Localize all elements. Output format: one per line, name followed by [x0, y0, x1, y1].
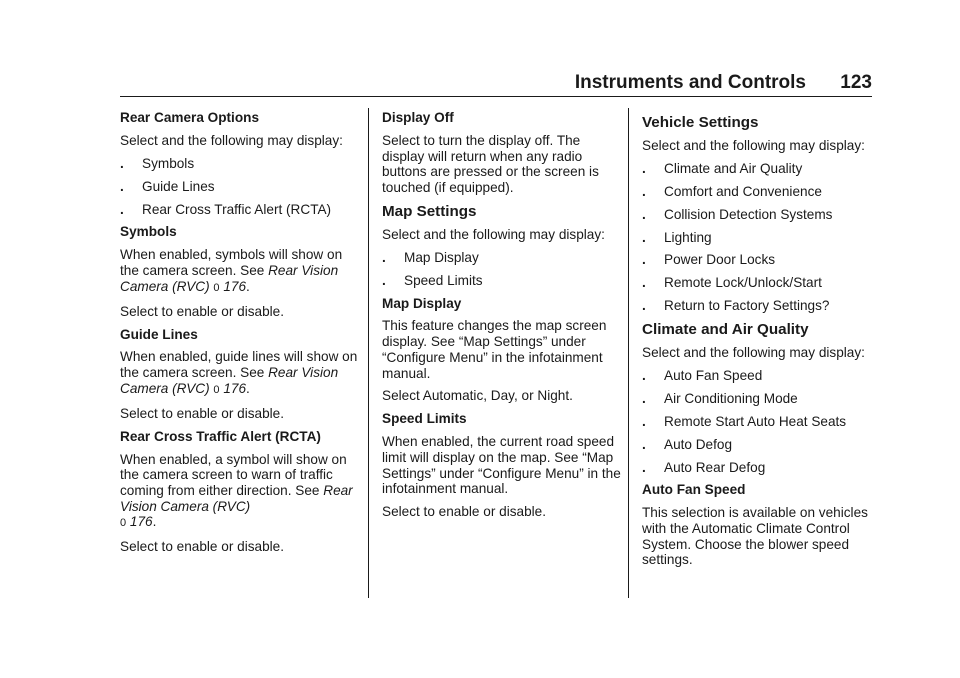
page-reference[interactable]: 176	[223, 278, 247, 294]
paragraph: Select to enable or disable.	[120, 539, 284, 555]
paragraph: Select to enable or disable.	[382, 504, 546, 520]
bullet-mark: .	[642, 160, 646, 176]
list-item	[642, 184, 882, 200]
column-right	[642, 110, 882, 575]
bullet-mark: .	[642, 183, 646, 199]
paragraph-end: .	[246, 380, 250, 396]
subheading: Speed Limits	[382, 411, 467, 427]
paragraph-end: .	[152, 514, 157, 530]
bullet-mark: .	[382, 249, 386, 265]
column-left	[120, 110, 360, 562]
list-item	[642, 391, 882, 407]
page-reference[interactable]: 176	[223, 380, 247, 396]
list-item-label: Remote Lock/Unlock/Start	[664, 275, 822, 291]
section-heading: Climate and Air Quality	[642, 321, 809, 339]
paragraph: Select to enable or disable.	[120, 303, 284, 319]
page-ref-arrow-icon: 0	[213, 281, 220, 294]
subheading: Display Off	[382, 110, 454, 125]
list-item-label: Auto Rear Defog	[664, 459, 766, 475]
bullet-mark: .	[120, 155, 124, 171]
paragraph: When enabled, the current road speed limit will display on the map. See “Map Settings” under “Configure Menu” in the infotainment manual.	[382, 434, 621, 497]
cross-reference-link[interactable]: Rear Vision Camera (RVC)	[120, 482, 353, 514]
list-item	[382, 273, 622, 289]
paragraph: This feature changes the map screen display. See “Map Settings” under “Configure Menu” in the infotainment manual.	[382, 318, 607, 381]
column-middle	[382, 110, 622, 527]
list-item-label: Return to Factory Settings?	[664, 298, 830, 314]
list-item	[642, 275, 882, 291]
section-heading: Vehicle Settings	[642, 114, 759, 131]
paragraph: This selection is available on vehicles with the Automatic Climate Control System. Choose the blower speed settings.	[642, 505, 868, 568]
bullet-mark: .	[642, 413, 646, 429]
paragraph	[120, 247, 360, 296]
bullet-mark: .	[642, 206, 646, 222]
bullet-mark: .	[382, 272, 386, 288]
list-item	[642, 414, 882, 430]
paragraph-end: .	[246, 278, 250, 294]
list-item	[120, 202, 360, 218]
cross-reference-link[interactable]: Rear Vision Camera (RVC)	[120, 263, 339, 294]
paragraph	[120, 452, 360, 533]
list-item-label: Rear Cross Traffic Alert (RCTA)	[142, 201, 332, 217]
paragraph: Select and the following may display:	[382, 226, 605, 242]
bullet-mark: .	[642, 252, 646, 268]
paragraph: Select Automatic, Day, or Night.	[382, 388, 573, 404]
list-item	[382, 250, 622, 266]
list-item-label: Air Conditioning Mode	[664, 390, 798, 406]
list-item	[642, 460, 882, 476]
page-number: 123	[840, 72, 872, 93]
bullet-mark: .	[642, 436, 646, 452]
cross-reference-link[interactable]: Rear Vision Camera (RVC)	[120, 365, 339, 396]
bullet-mark: .	[120, 178, 124, 194]
list-item-label: Collision Detection Systems	[664, 206, 833, 222]
list-item-label: Auto Fan Speed	[664, 368, 763, 384]
list-item-label: Symbols	[142, 155, 195, 171]
subheading: Guide Lines	[120, 326, 198, 342]
paragraph: Select and the following may display:	[120, 132, 343, 148]
subheading: Map Display	[382, 295, 462, 311]
list-item-label: Climate and Air Quality	[664, 160, 803, 176]
list-item	[642, 368, 882, 384]
subheading: Rear Cross Traffic Alert (RCTA)	[120, 428, 321, 444]
list-item	[642, 207, 882, 223]
list-item-label: Power Door Locks	[664, 252, 776, 268]
paragraph: Select and the following may display:	[642, 138, 865, 153]
page-ref-arrow-icon: 0	[120, 517, 127, 530]
list-item	[642, 161, 882, 177]
list-item-label: Remote Start Auto Heat Seats	[664, 413, 847, 429]
bullet-mark: .	[642, 229, 646, 245]
paragraph-text: When enabled, guide lines will show on the camera screen. See	[120, 349, 358, 381]
list-item	[642, 252, 882, 268]
column-divider	[628, 108, 629, 598]
paragraph: Select to turn the display off. The display will return when any radio buttons are pressed or the screen is touched (if equipped).	[382, 132, 599, 195]
bullet-mark: .	[642, 298, 646, 314]
column-divider	[368, 108, 369, 598]
paragraph: Select and the following may display:	[642, 345, 865, 361]
paragraph	[120, 349, 360, 398]
list-item-label: Map Display	[404, 249, 479, 265]
subheading: Symbols	[120, 224, 177, 240]
list-item	[120, 179, 360, 195]
list-item	[642, 298, 882, 314]
paragraph-text: When enabled, a symbol will show on the camera screen to warn of traffic coming from either direction. See	[120, 451, 347, 498]
list-item	[120, 156, 360, 172]
bullet-mark: .	[642, 275, 646, 291]
list-item	[642, 437, 882, 453]
bullet-mark: .	[642, 459, 646, 475]
page-reference[interactable]: 176	[129, 514, 153, 530]
subheading: Auto Fan Speed	[642, 482, 746, 498]
paragraph: Select to enable or disable.	[120, 405, 284, 421]
list-item	[642, 230, 882, 246]
bullet-mark: .	[120, 201, 124, 217]
section-title: Instruments and Controls	[574, 72, 806, 93]
list-item-label: Guide Lines	[142, 178, 215, 194]
list-item-label: Auto Defog	[664, 436, 733, 452]
subheading: Rear Camera Options	[120, 110, 260, 125]
list-item-label: Lighting	[664, 229, 712, 245]
section-heading: Map Settings	[382, 202, 477, 220]
bullet-mark: .	[642, 368, 646, 384]
page-ref-arrow-icon: 0	[213, 383, 220, 396]
list-item-label: Speed Limits	[404, 272, 483, 288]
list-item-label: Comfort and Convenience	[664, 183, 822, 199]
paragraph-text: When enabled, symbols will show on the camera screen. See	[120, 247, 343, 279]
bullet-mark: .	[642, 390, 646, 406]
page-header	[120, 72, 872, 97]
